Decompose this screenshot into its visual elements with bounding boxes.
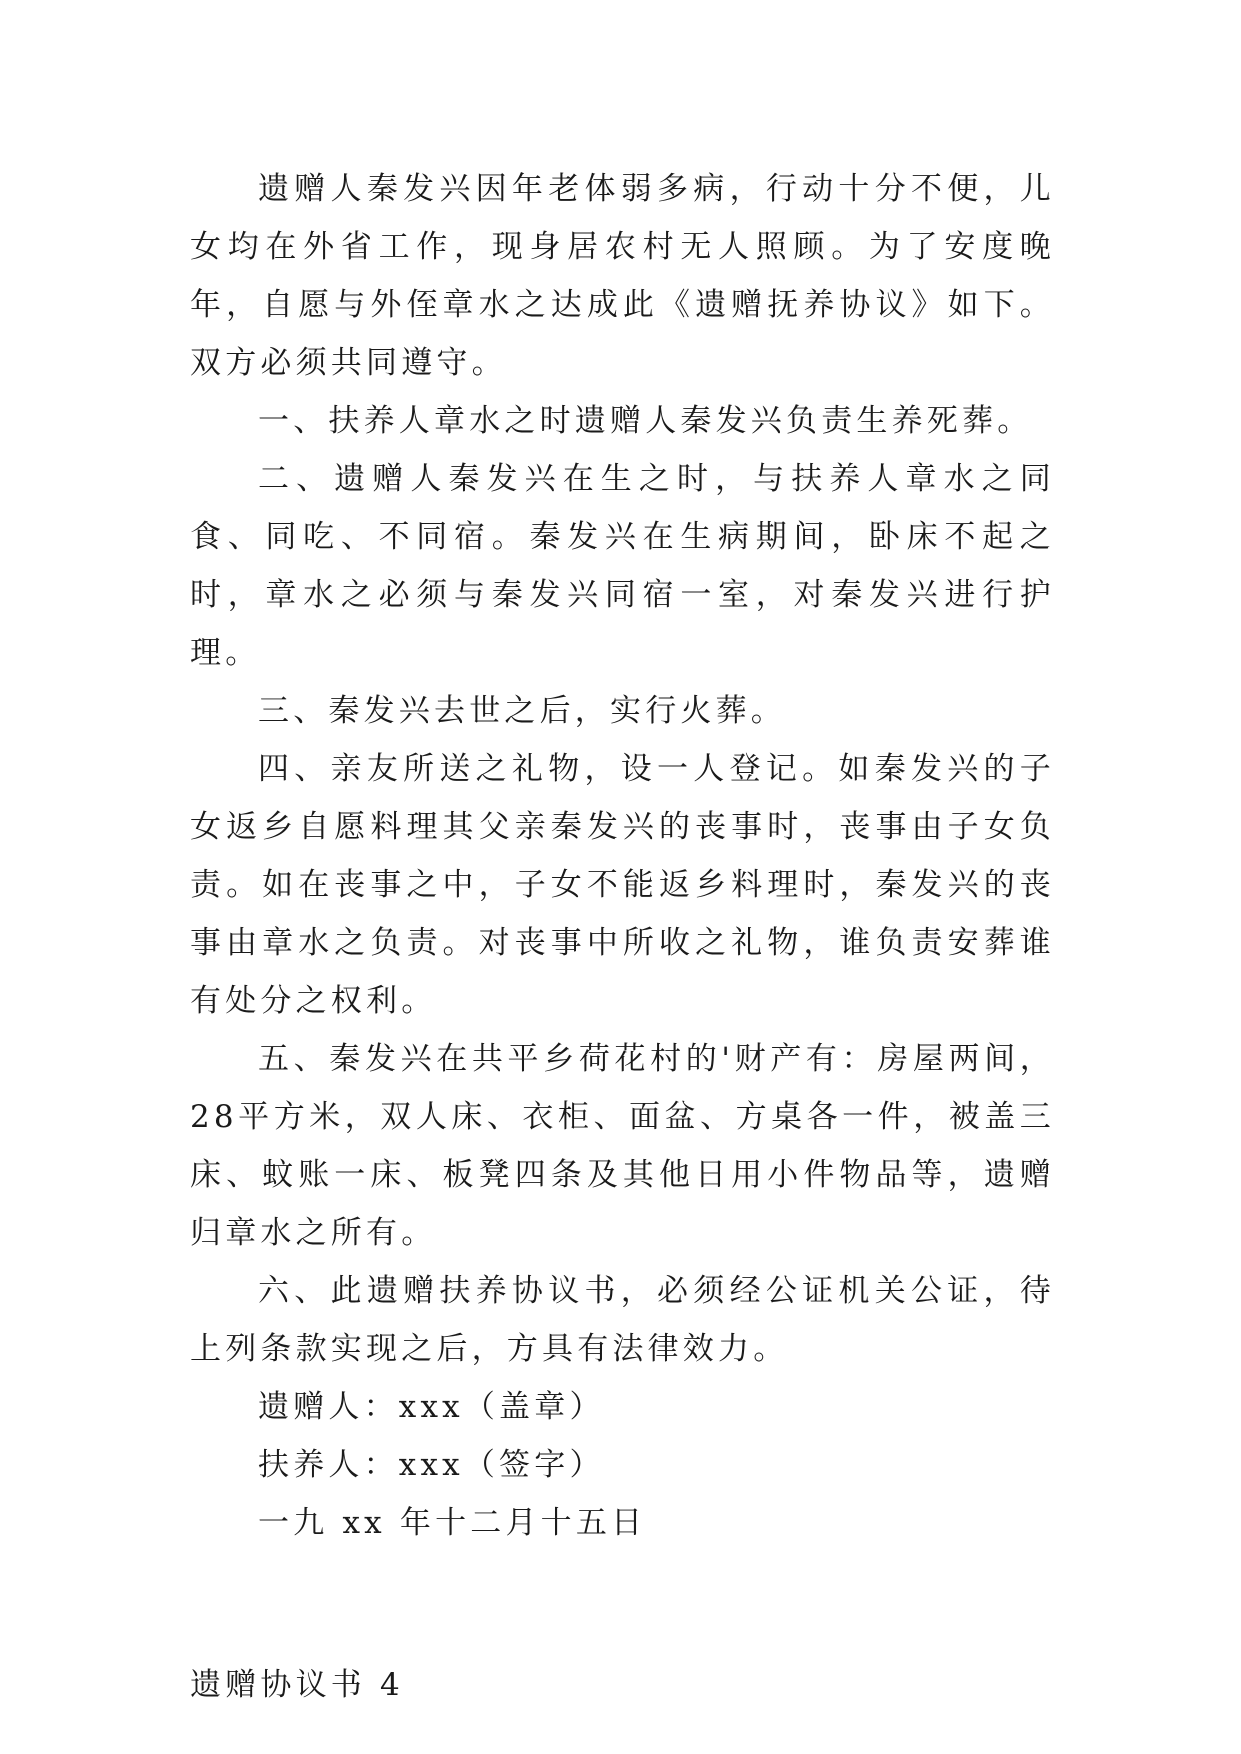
- next-section-heading: 遗赠协议书 4: [190, 1667, 404, 1703]
- bequeather-signature-line: 遗赠人：xxx（盖章）: [258, 1389, 605, 1425]
- document-body: [190, 160, 1055, 1714]
- supporter-signature-line: 扶养人：xxx（签字）: [258, 1447, 605, 1483]
- clause-6: 六、此遗赠扶养协议书，必须经公证机关公证，待上列条款实现之后，方具有法律效力。: [190, 1273, 1055, 1367]
- clause-2: 二、遗赠人秦发兴在生之时，与扶养人章水之同食、同吃、不同宿。秦发兴在生病期间，卧床不起之时，章水之必须与秦发兴同宿一室，对秦发兴进行护理。: [190, 461, 1055, 671]
- signing-date: 一九 xx 年十二月十五日: [258, 1505, 647, 1541]
- clause-3: 三、秦发兴去世之后，实行火葬。: [258, 693, 786, 729]
- clause-1: 一、扶养人章水之时遗赠人秦发兴负责生养死葬。: [258, 403, 1033, 439]
- intro-paragraph: 遗赠人秦发兴因年老体弱多病，行动十分不便，儿女均在外省工作，现身居农村无人照顾。为了安度晚年，自愿与外侄章水之达成此《遗赠抚养协议》如下。双方必须共同遵守。: [190, 171, 1055, 381]
- clause-5: 五、秦发兴在共平乡荷花村的'财产有：房屋两间，28平方米，双人床、衣柜、面盆、方桌各一件，被盖三床、蚊账一床、板凳四条及其他日用小件物品等，遗赠归章水之所有。: [190, 1041, 1055, 1251]
- clause-4: 四、亲友所送之礼物，设一人登记。如秦发兴的子女返乡自愿料理其父亲秦发兴的丧事时，丧事由子女负责。如在丧事之中，子女不能返乡料理时，秦发兴的丧事由章水之负责。对丧事中所收之礼物，谁负责安葬谁有处分之权利。: [190, 751, 1055, 1019]
